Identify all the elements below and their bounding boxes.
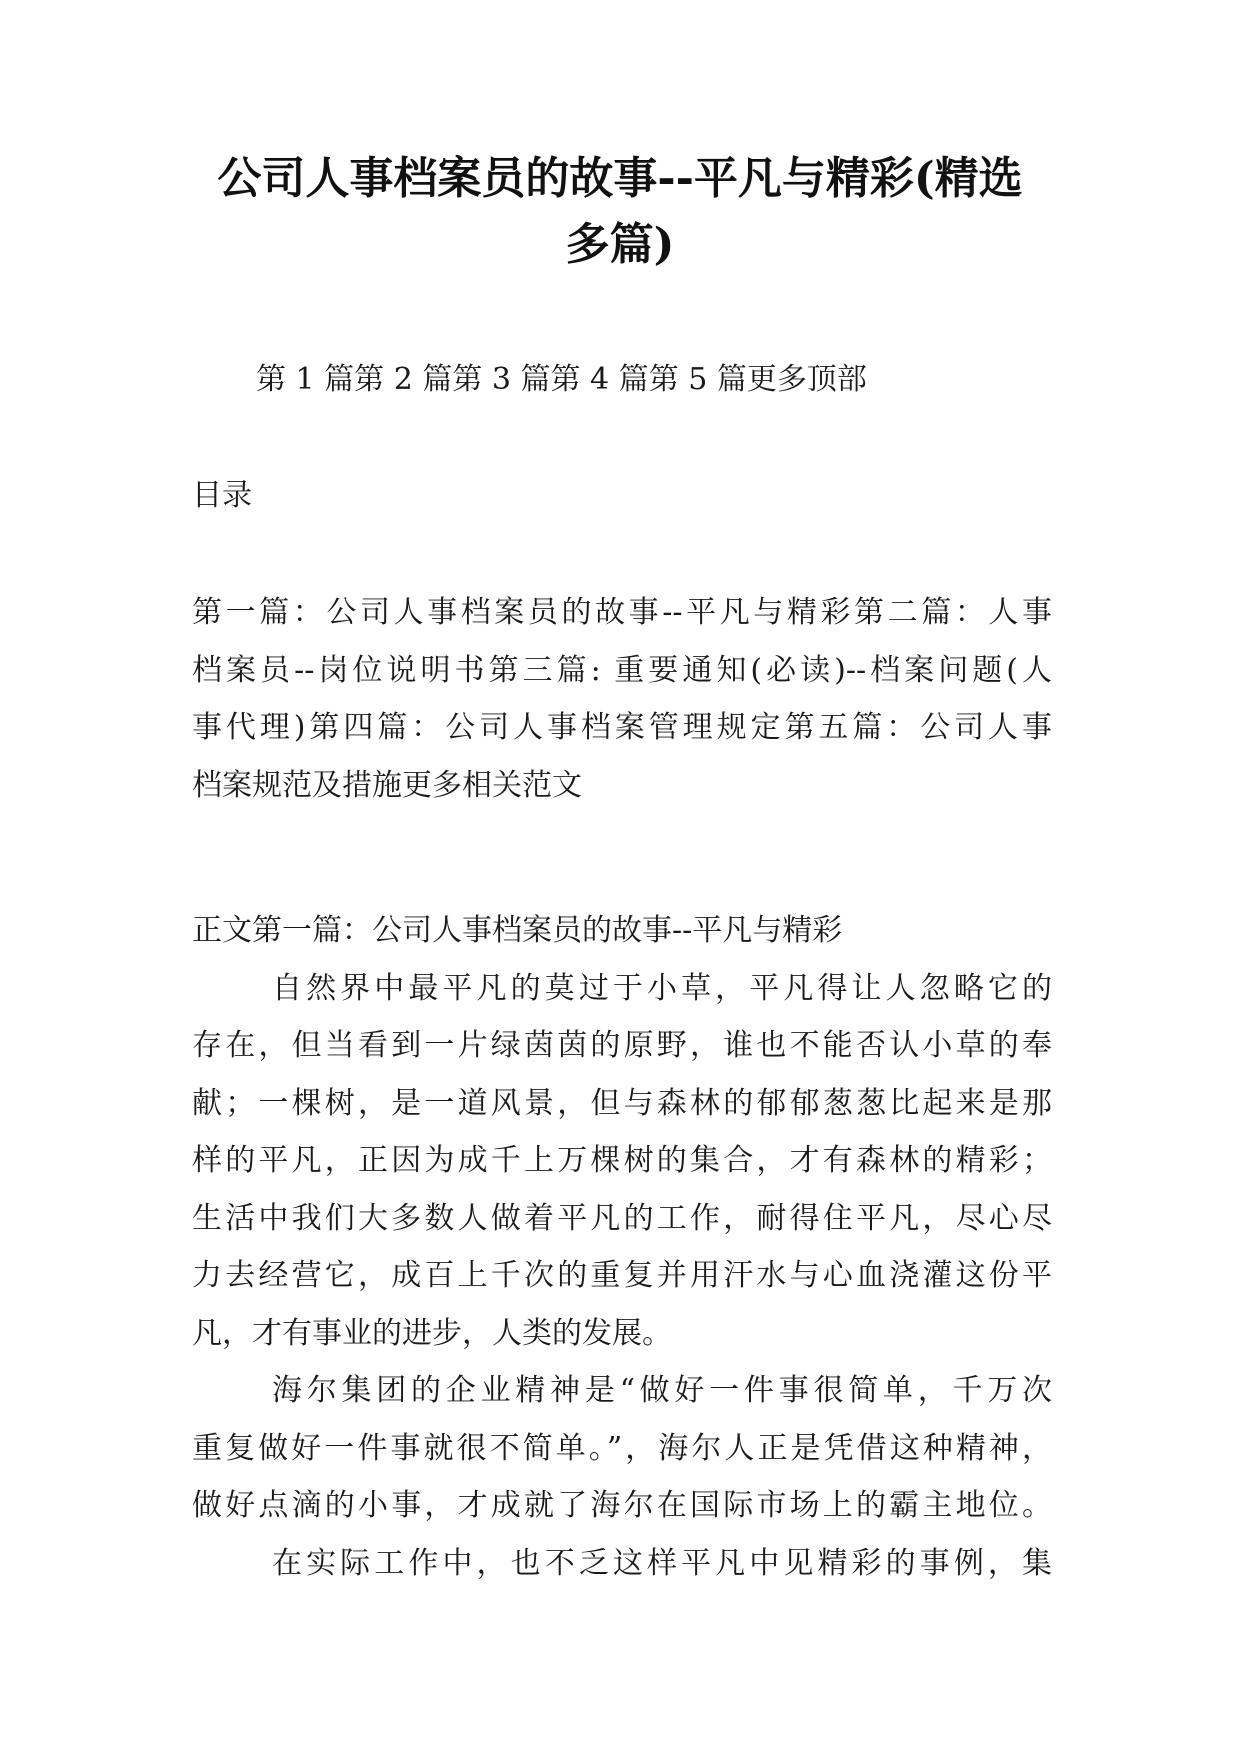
body-line: 重复做好一件事就很不简单。”，海尔人正是凭借这种精神，: [192, 1430, 1052, 1466]
body-line: 凡，才有事业的进步，人类的发展。: [192, 1315, 672, 1351]
body-line: 在实际工作中，也不乏这样平凡中见精彩的事例，集: [272, 1545, 1052, 1581]
toc-line: 事代理)第四篇：公司人事档案管理规定第五篇：公司人事: [192, 710, 1052, 745]
article-nav: [256, 360, 867, 400]
toc-line: 第一篇：公司人事档案员的故事--平凡与精彩第二篇：人事: [192, 595, 1052, 630]
nav-link-part-1[interactable]: 第 1 篇: [256, 362, 355, 397]
section-heading: 正文第一篇：公司人事档案员的故事--平凡与精彩: [192, 913, 843, 948]
title-line-2: 多篇): [565, 219, 675, 270]
toc-line: 档案员--岗位说明书第三篇: 重要通知(必读)--档案问题(人: [192, 652, 1052, 688]
body-text: [192, 902, 1052, 1592]
document-title: [190, 146, 1050, 278]
body-line: 献；一棵树，是一道风景，但与森林的郁郁葱葱比起来是那: [192, 1085, 1052, 1121]
nav-link-part-4[interactable]: 第 4 篇: [550, 362, 649, 397]
nav-link-part-2[interactable]: 第 2 篇: [354, 362, 453, 397]
body-line: 力去经营它，成百上千次的重复并用汗水与心血浇灌这份平: [192, 1258, 1052, 1293]
toc-paragraph: [192, 584, 1052, 814]
body-line: 做好点滴的小事，才成就了海尔在国际市场上的霸主地位。: [192, 1488, 1052, 1523]
body-line: 样的平凡，正因为成千上万棵树的集合，才有森林的精彩；: [192, 1143, 1052, 1178]
nav-link-more[interactable]: 更多: [746, 362, 807, 397]
body-line: 生活中我们大多数人做着平凡的工作，耐得住平凡，尽心尽: [192, 1200, 1052, 1236]
body-line: 自然界中最平凡的莫过于小草，平凡得让人忽略它的: [272, 970, 1052, 1006]
title-line-1: 公司人事档案员的故事--平凡与精彩(精选: [217, 153, 1023, 204]
body-line: 存在，但当看到一片绿茵茵的原野，谁也不能否认小草的奉: [192, 1028, 1052, 1063]
toc-line: 档案规范及措施更多相关范文: [192, 767, 582, 803]
nav-link-top[interactable]: 顶部: [806, 362, 867, 397]
body-line: 海尔集团的企业精神是“做好一件事很简单，千万次: [272, 1373, 1052, 1408]
nav-link-part-3[interactable]: 第 3 篇: [452, 362, 551, 397]
toc-heading: 目录: [192, 478, 252, 513]
nav-link-part-5[interactable]: 第 5 篇: [648, 362, 747, 397]
